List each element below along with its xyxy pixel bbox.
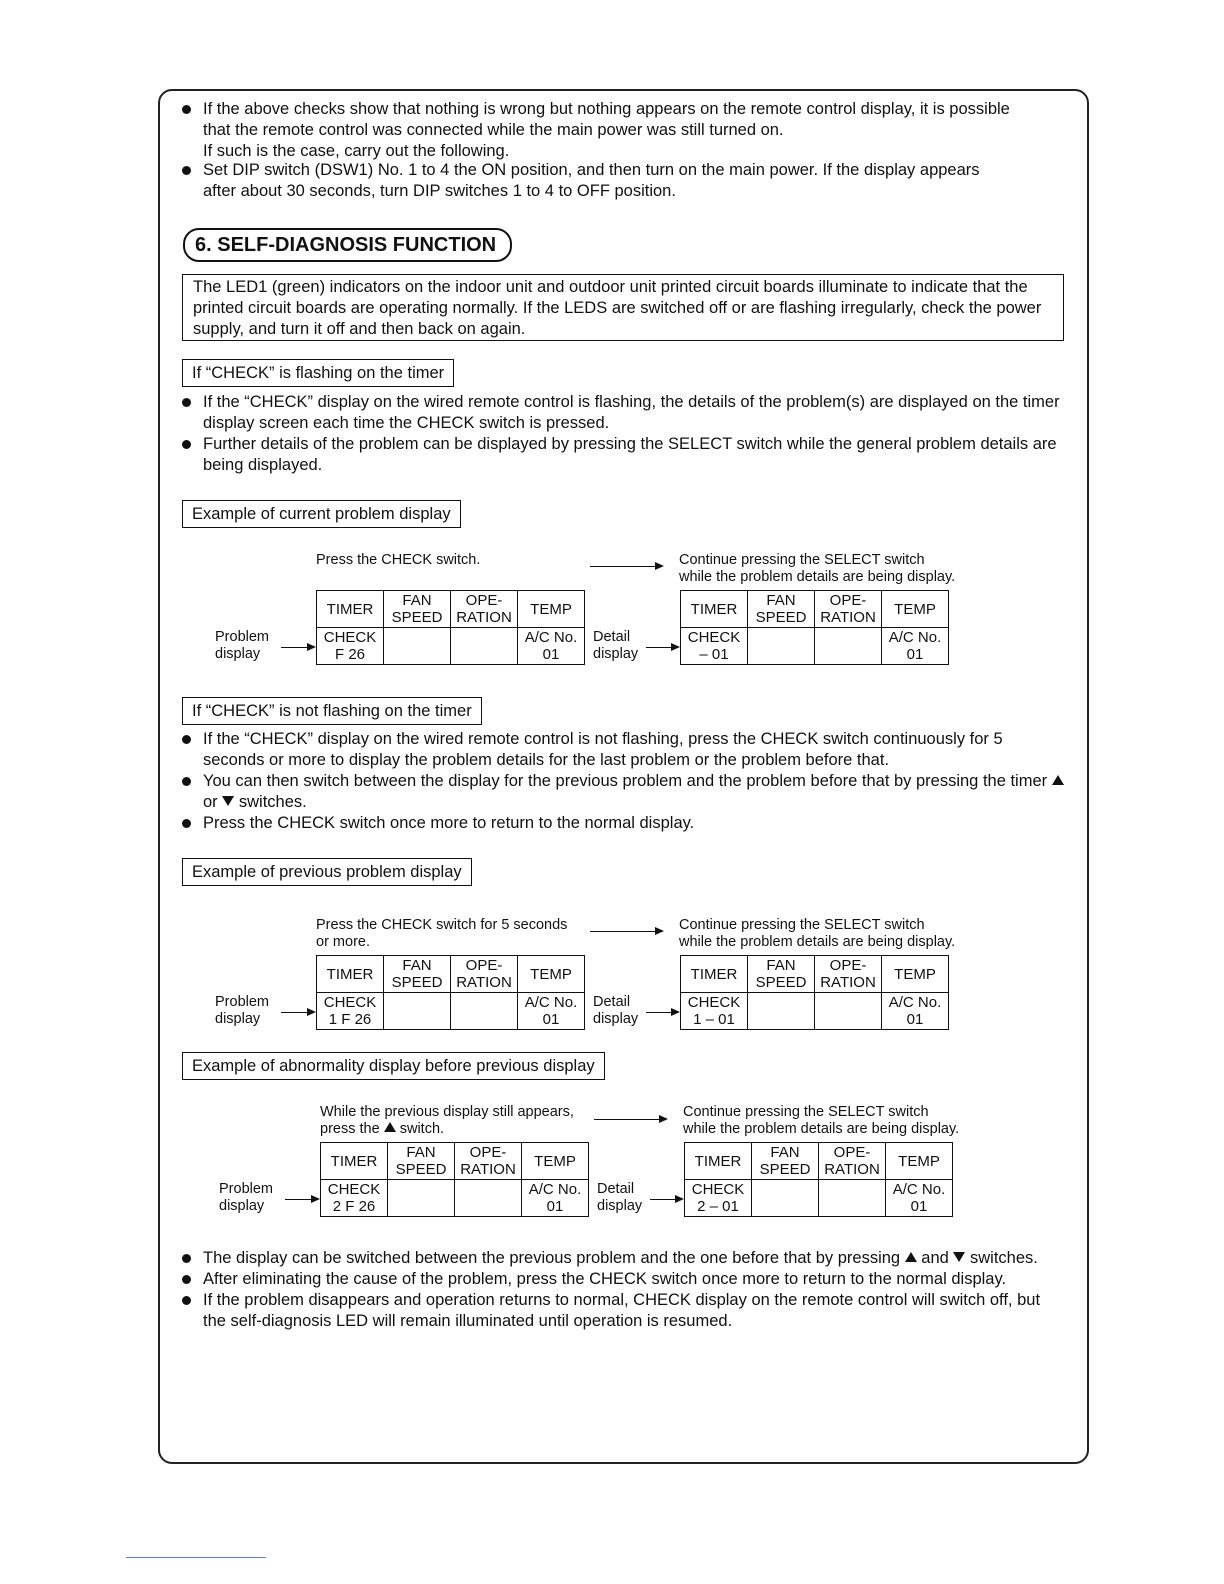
text-span: switch. xyxy=(399,1121,445,1137)
right-arrow xyxy=(650,1199,682,1200)
text-span: The display can be switched between the previous problem and the one before that by pressing xyxy=(203,1249,901,1267)
label-line: display xyxy=(219,1198,265,1214)
bullet-dot xyxy=(182,735,191,744)
continue-line: Continue pressing the SELECT switch xyxy=(679,552,925,568)
intro-bullet-2 xyxy=(182,160,1067,202)
header-line: SPEED xyxy=(755,974,807,991)
temp-cell xyxy=(882,993,949,1030)
section-title: 6. SELF-DIAGNOSIS FUNCTION xyxy=(183,228,512,262)
example-before-previous-label: Example of abnormality display before previous display xyxy=(182,1052,605,1080)
bullet-dot xyxy=(182,819,191,828)
intro-line: after about 30 seconds, turn DIP switches 1 to 4 to OFF position. xyxy=(203,182,676,200)
header-line: RATION xyxy=(456,974,512,991)
bullet-dot xyxy=(182,1254,191,1263)
press-instruction xyxy=(316,917,567,951)
header-line: OPE- xyxy=(833,1144,871,1161)
press-line xyxy=(320,1121,574,1138)
header-line: OPE- xyxy=(829,592,867,609)
detail-code: 1 – 01 xyxy=(693,1011,735,1028)
continue-line: while the problem details are being display. xyxy=(683,1121,960,1137)
header-line: RATION xyxy=(820,974,876,991)
header-line: OPE- xyxy=(465,957,503,974)
intro-line: If such is the case, carry out the following. xyxy=(203,142,510,160)
header-fan-speed xyxy=(388,1143,455,1180)
header-line: RATION xyxy=(820,609,876,626)
press-line: While the previous display still appears, xyxy=(320,1104,574,1120)
header-line: RATION xyxy=(460,1161,516,1178)
header-line: OPE- xyxy=(465,592,503,609)
label-line: Detail xyxy=(593,629,631,645)
header-line: FAN xyxy=(770,1144,800,1161)
press-line: Press the CHECK switch for 5 seconds xyxy=(316,917,568,933)
continue-instruction xyxy=(679,552,955,586)
detail-display-label xyxy=(593,629,638,663)
detail-display-table xyxy=(680,590,949,665)
bullet-dot xyxy=(182,105,191,114)
label-line: Problem xyxy=(219,1181,273,1197)
not-flashing-bullet-1 xyxy=(182,729,1067,771)
detail-display-table xyxy=(680,955,949,1030)
continue-line: while the problem details are being display. xyxy=(679,569,956,585)
timer-cell xyxy=(317,993,384,1030)
header-timer: TIMER xyxy=(317,591,384,628)
detail-display-label xyxy=(597,1181,642,1215)
check-text: CHECK xyxy=(691,1181,745,1198)
text-span: switches. xyxy=(970,1249,1038,1267)
acno-value: 01 xyxy=(542,1011,560,1028)
header-line: FAN xyxy=(766,592,796,609)
bullet-dot xyxy=(182,440,191,449)
timer-cell xyxy=(681,628,748,665)
bullet-dot xyxy=(182,1296,191,1305)
header-line: OPE- xyxy=(829,957,867,974)
temp-cell xyxy=(886,1180,953,1217)
header-fan-speed xyxy=(748,591,815,628)
acno-text: A/C No. xyxy=(528,1181,582,1198)
acno-text: A/C No. xyxy=(524,629,578,646)
flashing-bullet-1 xyxy=(182,392,1067,434)
up-triangle-icon xyxy=(1052,775,1064,785)
intro-bullet-1 xyxy=(182,99,1067,162)
empty-cell xyxy=(815,628,882,665)
continue-instruction xyxy=(683,1104,959,1138)
empty-cell xyxy=(819,1180,886,1217)
check-text: CHECK xyxy=(323,629,377,646)
header-line: OPE- xyxy=(469,1144,507,1161)
flashing-bullet-2 xyxy=(182,434,1067,476)
empty-cell xyxy=(815,993,882,1030)
header-line: SPEED xyxy=(759,1161,811,1178)
bullet-text xyxy=(203,1248,1067,1269)
label-line: Problem xyxy=(215,629,269,645)
header-timer: TIMER xyxy=(317,956,384,993)
header-timer: TIMER xyxy=(685,1143,752,1180)
header-line: FAN xyxy=(766,957,796,974)
header-timer: TIMER xyxy=(321,1143,388,1180)
text-span: and xyxy=(921,1249,949,1267)
led-note-text: The LED1 (green) indicators on the indoor unit and outdoor unit printed circuit boards illuminate to indicate that the printed circuit boards are operating normally. If the LEDS are switched off or are flashing irregularly, check the power supply, and turn it off and then back on again. xyxy=(193,278,1042,338)
header-line: SPEED xyxy=(395,1161,447,1178)
bullet-dot xyxy=(182,1275,191,1284)
final-bullet-3 xyxy=(182,1290,1067,1332)
label-line: display xyxy=(597,1198,643,1214)
continue-instruction xyxy=(679,917,955,951)
final-bullet-2 xyxy=(182,1269,1067,1290)
problem-display-table xyxy=(320,1142,589,1217)
header-line: FAN xyxy=(402,957,432,974)
up-triangle-icon xyxy=(905,1252,917,1262)
empty-cell xyxy=(384,993,451,1030)
press-instruction xyxy=(320,1104,574,1138)
up-triangle-icon xyxy=(384,1122,396,1132)
header-operation xyxy=(815,956,882,993)
problem-display-table xyxy=(316,955,585,1030)
right-arrow xyxy=(281,1012,314,1013)
header-temp: TEMP xyxy=(518,591,585,628)
temp-cell xyxy=(518,993,585,1030)
text-span: You can then switch between the display for the previous problem and the problem before that by pressing the timer xyxy=(203,772,1048,790)
text-span: switches. xyxy=(238,793,307,811)
bullet-text: If the problem disappears and operation returns to normal, CHECK display on the remote control will switch off, but the self-diagnosis LED will remain illuminated until operation is resumed. xyxy=(203,1291,1041,1330)
flashing-label: If “CHECK” is flashing on the timer xyxy=(182,359,454,387)
header-operation xyxy=(451,956,518,993)
empty-cell xyxy=(451,628,518,665)
acno-value: 01 xyxy=(546,1198,564,1215)
bullet-text: After eliminating the cause of the problem, press the CHECK switch once more to return to the normal display. xyxy=(203,1270,1007,1288)
acno-value: 01 xyxy=(542,646,560,663)
acno-text: A/C No. xyxy=(888,994,942,1011)
problem-display-table xyxy=(316,590,585,665)
header-line: FAN xyxy=(406,1144,436,1161)
bullet-dot xyxy=(182,166,191,175)
check-text: CHECK xyxy=(687,629,741,646)
timer-cell xyxy=(317,628,384,665)
header-timer: TIMER xyxy=(681,956,748,993)
not-flashing-bullet-3 xyxy=(182,813,1067,834)
header-temp: TEMP xyxy=(522,1143,589,1180)
check-text: CHECK xyxy=(687,994,741,1011)
continue-line: Continue pressing the SELECT switch xyxy=(683,1104,929,1120)
detail-display-label xyxy=(593,994,638,1028)
acno-text: A/C No. xyxy=(524,994,578,1011)
bullet-text: If the “CHECK” display on the wired remote control is not flashing, press the CHECK switch continuously for 5 seconds or more to display the problem details for the last problem or the problem before that. xyxy=(203,730,1003,769)
label-line: display xyxy=(215,1011,261,1027)
intro-line: If the above checks show that nothing is wrong but nothing appears on the remote control display, it is possible xyxy=(203,100,1010,118)
header-line: SPEED xyxy=(391,609,443,626)
press-instruction: Press the CHECK switch. xyxy=(316,552,481,568)
check-text: CHECK xyxy=(327,1181,381,1198)
header-line: SPEED xyxy=(755,609,807,626)
detail-display-table xyxy=(684,1142,953,1217)
empty-cell xyxy=(388,1180,455,1217)
header-fan-speed xyxy=(752,1143,819,1180)
empty-cell xyxy=(384,628,451,665)
header-fan-speed xyxy=(384,956,451,993)
bullet-dot xyxy=(182,398,191,407)
led-note-box xyxy=(182,274,1064,341)
example-previous-label: Example of previous problem display xyxy=(182,858,472,886)
empty-cell xyxy=(748,628,815,665)
error-code: 1 F 26 xyxy=(328,1011,372,1028)
acno-text: A/C No. xyxy=(888,629,942,646)
empty-cell xyxy=(748,993,815,1030)
header-line: FAN xyxy=(402,592,432,609)
timer-cell xyxy=(681,993,748,1030)
header-operation xyxy=(451,591,518,628)
intro-line: Set DIP switch (DSW1) No. 1 to 4 the ON position, and then turn on the main power. If the display appears xyxy=(203,161,980,179)
temp-cell xyxy=(518,628,585,665)
bullet-dot xyxy=(182,777,191,786)
right-arrow xyxy=(646,647,678,648)
bullet-text: If the “CHECK” display on the wired remote control is flashing, the details of the problem(s) are displayed on the timer display screen each time the CHECK switch is pressed. xyxy=(203,393,1060,432)
label-line: Detail xyxy=(593,994,631,1010)
intro-line: that the remote control was connected while the main power was still turned on. xyxy=(203,121,784,139)
temp-cell xyxy=(882,628,949,665)
right-arrow xyxy=(594,1119,666,1120)
empty-cell xyxy=(455,1180,522,1217)
right-arrow xyxy=(646,1012,678,1013)
header-operation xyxy=(815,591,882,628)
acno-value: 01 xyxy=(906,1011,924,1028)
empty-cell xyxy=(451,993,518,1030)
label-line: display xyxy=(593,1011,639,1027)
not-flashing-bullet-2 xyxy=(182,771,1067,813)
acno-text: A/C No. xyxy=(892,1181,946,1198)
timer-cell xyxy=(685,1180,752,1217)
check-text: CHECK xyxy=(323,994,377,1011)
press-line: or more. xyxy=(316,934,370,950)
label-line: Detail xyxy=(597,1181,635,1197)
example-current-label: Example of current problem display xyxy=(182,500,461,528)
header-fan-speed xyxy=(748,956,815,993)
right-arrow xyxy=(285,1199,318,1200)
label-line: Problem xyxy=(215,994,269,1010)
label-line: display xyxy=(215,646,261,662)
acno-value: 01 xyxy=(910,1198,928,1215)
text-span: or xyxy=(203,793,218,811)
error-code: F 26 xyxy=(334,646,365,663)
label-line: display xyxy=(593,646,639,662)
header-temp: TEMP xyxy=(518,956,585,993)
error-code: 2 F 26 xyxy=(332,1198,376,1215)
header-line: RATION xyxy=(456,609,512,626)
header-temp: TEMP xyxy=(882,591,949,628)
continue-line: Continue pressing the SELECT switch xyxy=(679,917,925,933)
bullet-text xyxy=(203,771,1067,813)
header-temp: TEMP xyxy=(886,1143,953,1180)
header-line: RATION xyxy=(824,1161,880,1178)
timer-cell xyxy=(321,1180,388,1217)
right-arrow xyxy=(590,566,662,567)
right-arrow xyxy=(590,931,662,932)
header-timer: TIMER xyxy=(681,591,748,628)
detail-code: – 01 xyxy=(699,646,729,663)
temp-cell xyxy=(522,1180,589,1217)
header-operation xyxy=(455,1143,522,1180)
not-flashing-label: If “CHECK” is not flashing on the timer xyxy=(182,697,482,725)
down-triangle-icon xyxy=(222,796,234,806)
bullet-text: Further details of the problem can be displayed by pressing the SELECT switch while the general problem details are being displayed. xyxy=(203,435,1057,474)
empty-cell xyxy=(752,1180,819,1217)
header-line: SPEED xyxy=(391,974,443,991)
final-bullet-1 xyxy=(182,1248,1067,1269)
acno-value: 01 xyxy=(906,646,924,663)
header-temp: TEMP xyxy=(882,956,949,993)
header-operation xyxy=(819,1143,886,1180)
problem-display-label xyxy=(219,1181,273,1215)
footer-rule xyxy=(126,1557,266,1558)
problem-display-label xyxy=(215,629,269,663)
down-triangle-icon xyxy=(953,1252,965,1262)
right-arrow xyxy=(281,647,314,648)
header-fan-speed xyxy=(384,591,451,628)
problem-display-label xyxy=(215,994,269,1028)
text-span: press the xyxy=(320,1121,380,1137)
detail-code: 2 – 01 xyxy=(697,1198,739,1215)
continue-line: while the problem details are being display. xyxy=(679,934,956,950)
bullet-text: Press the CHECK switch once more to return to the normal display. xyxy=(203,814,695,832)
